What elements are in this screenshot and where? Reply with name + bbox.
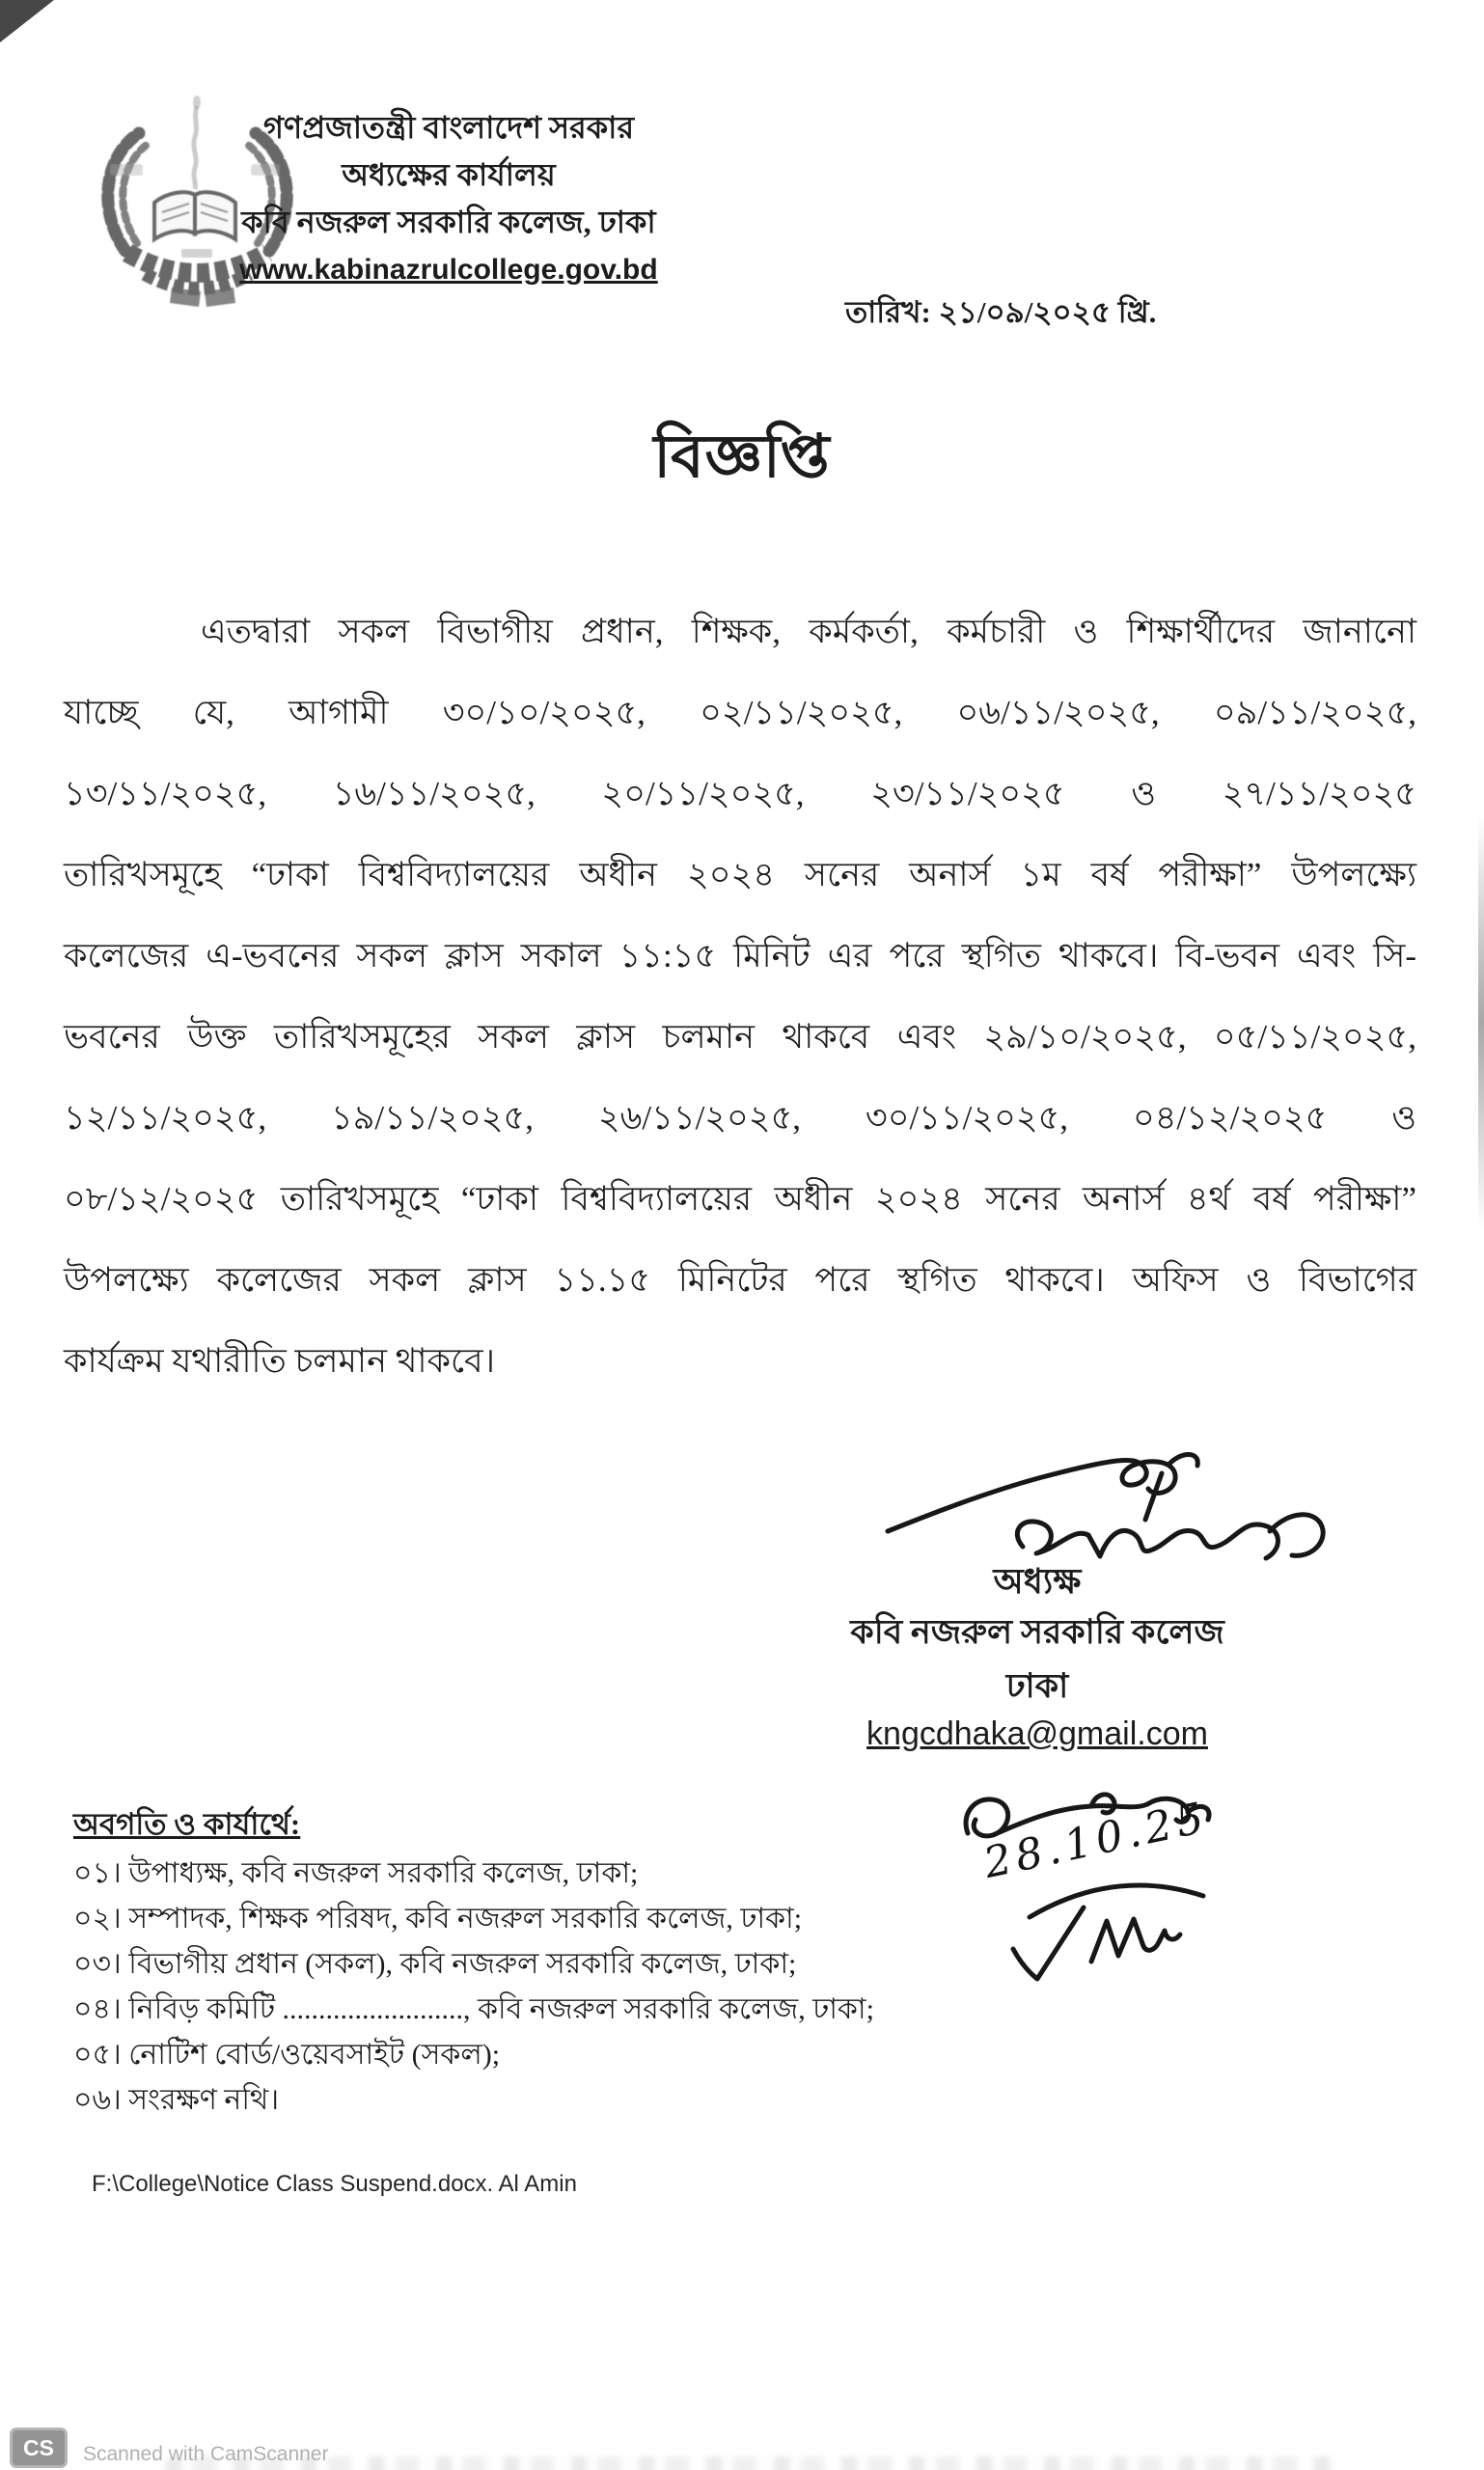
body-line: ১৩/১১/২০২৫, ১৬/১১/২০২৫, ২০/১১/২০২৫, ২৩/১১/২০২৫ ও ২৭/১১/২০২৫ (64, 775, 1416, 812)
handwritten-date: 28.10.25 (979, 1793, 1213, 1888)
distribution-item: ০২। সম্পাদক, শিক্ষক পরিষদ, কবি নজরুল সরকারি কলেজ, ঢাকা; (73, 1903, 803, 1935)
distribution-item: ০৬। সংরক্ষণ নথি। (73, 2084, 280, 2116)
college-line: কবি নজরুল সরকারি কলেজ, ঢাকা (241, 205, 656, 239)
website-link: www.kabinazrulcollege.gov.bd (239, 254, 658, 286)
file-path-footer: F:\College\Notice Class Suspend.docx. Al Amin (92, 2171, 577, 2197)
body-line: উপলক্ষ্যে কলেজের সকল ক্লাস ১১.১৫ মিনিটের পরে স্থগিত থাকবে। অফিস ও বিভাগের (64, 1261, 1416, 1299)
camscanner-label: Scanned with CamScanner (83, 2443, 329, 2465)
distribution-item: ০৩। বিভাগীয় প্রধান (সকল), কবি নজরুল সরকারি কলেজ, ঢাকা; (73, 1948, 797, 1980)
scan-edge-artifact (1478, 815, 1484, 1230)
distribution-section (73, 1802, 874, 2123)
signature-designation: অধ্যক্ষ (993, 1562, 1082, 1601)
office-line: অধ্যক্ষের কার্যালয় (342, 157, 556, 192)
scan-ghosting-artifact (166, 2456, 1338, 2470)
distribution-item: ০৪। নিবিড় কমিটি ........................., কবি নজরুল সরকারি কলেজ, ঢাকা; (73, 1993, 874, 2025)
body-line: তারিখসমূহে “ঢাকা বিশ্ববিদ্যালয়ের অধীন ২০২৪ সনের অনার্স ১ম বর্ষ পরীক্ষা” উপলক্ষ্যে (64, 856, 1416, 893)
body-line: ০৮/১২/২০২৫ তারিখসমূহে “ঢাকা বিশ্ববিদ্যালয়ের অধীন ২০২৪ সনের অনার্স ৪র্থ বর্ষ পরীক্ষা” (64, 1180, 1416, 1218)
letterhead (222, 104, 675, 294)
body-line: এতদ্বারা সকল বিভাগীয় প্রধান, শিক্ষক, কর্মকর্তা, কর্মচারী ও শিক্ষার্থীদের জানানো (201, 613, 1417, 650)
signature-email: kngcdhaka@gmail.com (866, 1715, 1208, 1752)
notice-title: বিজ্ঞপ্তি (653, 425, 831, 490)
body-line: ভবনের উক্ত তারিখসমূহের সকল ক্লাস চলমান থাকবে এবং ২৯/১০/২০২৫, ০৫/১১/২০২৫, (64, 1018, 1416, 1056)
issue-date: তারিখ: ২১/০৯/২০২৫ খ্রি. (845, 295, 1157, 329)
body-line: কার্যক্রম যথারীতি চলমান থাকবে। (64, 1342, 496, 1380)
distribution-item: ০৫। নোটিশ বোর্ড/ওয়েবসাইট (সকল); (73, 2039, 501, 2071)
body-line: ১২/১১/২০২৫, ১৯/১১/২০২৫, ২৬/১১/২০২৫, ৩০/১১/২০২৫, ০৪/১২/২০২৫ ও (64, 1099, 1416, 1137)
distribution-item: ০১। উপাধ্যক্ষ, কবি নজরুল সরকারি কলেজ, ঢাকা; (73, 1857, 639, 1889)
body-line: কলেজের এ-ভবনের সকল ক্লাস সকাল ১১:১৫ মিনিট এর পরে স্থগিত থাকবে। বি-ভবন এবং সি- (64, 937, 1416, 974)
camscanner-badge-icon: CS (10, 2428, 68, 2468)
signature-city: ঢাকা (1005, 1667, 1069, 1705)
signature-college: কবি নজরুল সরকারি কলেজ (850, 1613, 1224, 1651)
scan-corner-artifact (0, 0, 54, 42)
distribution-heading: অবগতি ও কার্যার্থে: (73, 1807, 301, 1841)
government-line: গণপ্রজাতন্ত্রী বাংলাদেশ সরকার (262, 110, 635, 145)
body-line: যাচ্ছে যে, আগামী ৩০/১০/২০২৫, ০২/১১/২০২৫, ০৬/১১/২০২৫, ০৯/১১/২০২৫, (64, 694, 1416, 731)
handwritten-checkmark-ink (999, 1857, 1230, 2002)
